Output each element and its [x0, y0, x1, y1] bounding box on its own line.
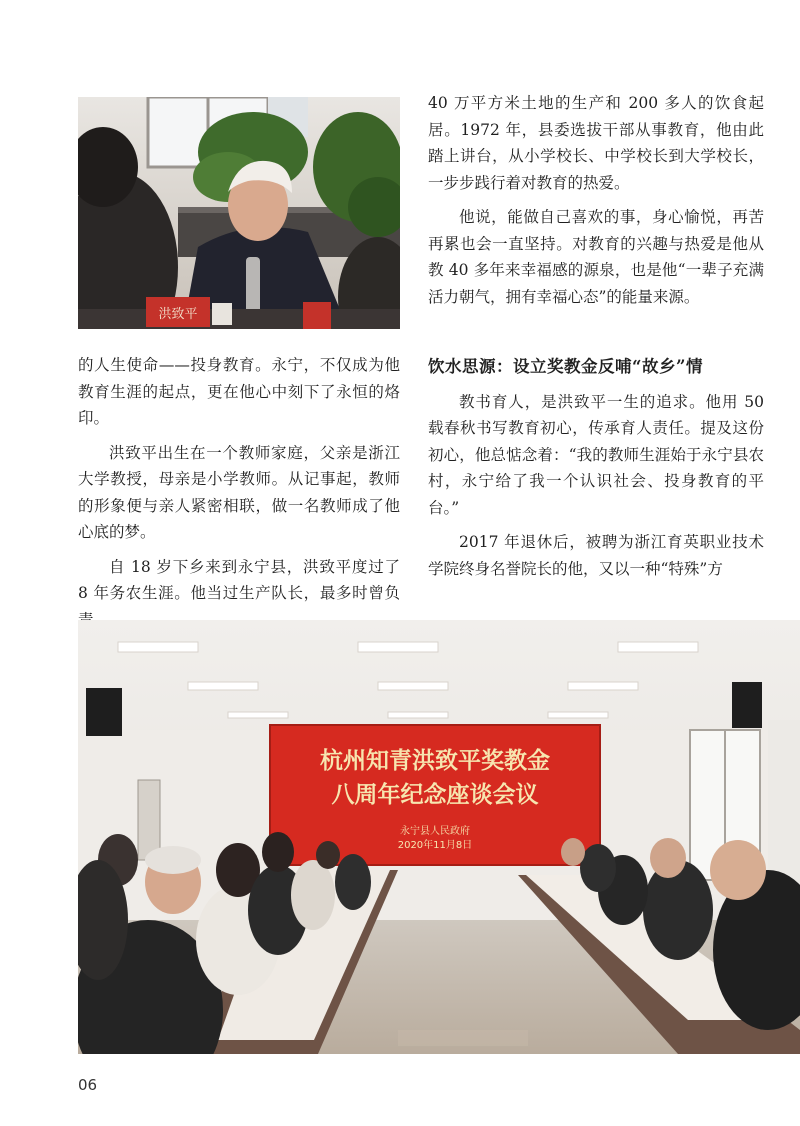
- paragraph: 教书育人，是洪致平一生的追求。他用 50 载春秋书写教育初心，传承育人责任。提及这份初心，他总惦念着：“我的教师生涯始于永宁县农村，永宁给了我一个认识社会、投身教育的平台。”: [428, 392, 764, 517]
- nameplate-text: 洪致平: [158, 307, 198, 322]
- banner-title-line2: 八周年纪念座谈会议: [331, 782, 539, 808]
- paragraph: 40 万平方米土地的生产和 200 多人的饮食起居。1972 年，县委选拔干部从事教育，他由此踏上讲台，从小学校长、中学校长到大学校长，一步步践行着对教育的热爱。: [428, 94, 764, 192]
- banner-organization: 永宁县人民政府: [400, 826, 470, 837]
- banner-title-line1: 杭州知青洪致平奖教金: [320, 748, 550, 774]
- portrait-photo: [78, 97, 400, 329]
- paragraph: 2017 年退休后，被聘为浙江育英职业技术学院终身名誉院长的他，又以一种“特殊”方: [428, 533, 764, 578]
- right-top-column: [428, 90, 764, 310]
- paragraph: 他说，能做自己喜欢的事，身心愉悦，再苦再累也会一直坚持。对教育的兴趣与热爱是他从教 40 多年来幸福感的源泉，也是他“一辈子充满活力朝气，拥有幸福心态”的能量来源。: [428, 208, 764, 306]
- banner-date: 2020年11月8日: [397, 840, 473, 851]
- right-mid-column: [428, 354, 764, 582]
- left-mid-column: [78, 352, 400, 633]
- page-number: 06: [78, 1076, 98, 1094]
- portrait-photo-image: [78, 97, 400, 329]
- section-heading: 饮水思源：设立奖教金反哺“故乡”情: [428, 357, 703, 376]
- meeting-photo: [78, 620, 800, 1054]
- meeting-photo-image: [78, 620, 800, 1054]
- paragraph: 的人生使命——投身教育。永宁，不仅成为他教育生涯的起点，更在他心中刻下了永恒的烙印。: [78, 356, 400, 427]
- paragraph: 自 18 岁下乡来到永宁县，洪致平度过了 8 年务农生涯。他当过生产队长，最多时曾负: [78, 557, 400, 602]
- paragraph: 洪致平出生在一个教师家庭，父亲是浙江大学教授，母亲是小学教师。从记事起，教师的形象便与亲人紧密相联，做一名教师成了他心底的梦。: [78, 443, 400, 541]
